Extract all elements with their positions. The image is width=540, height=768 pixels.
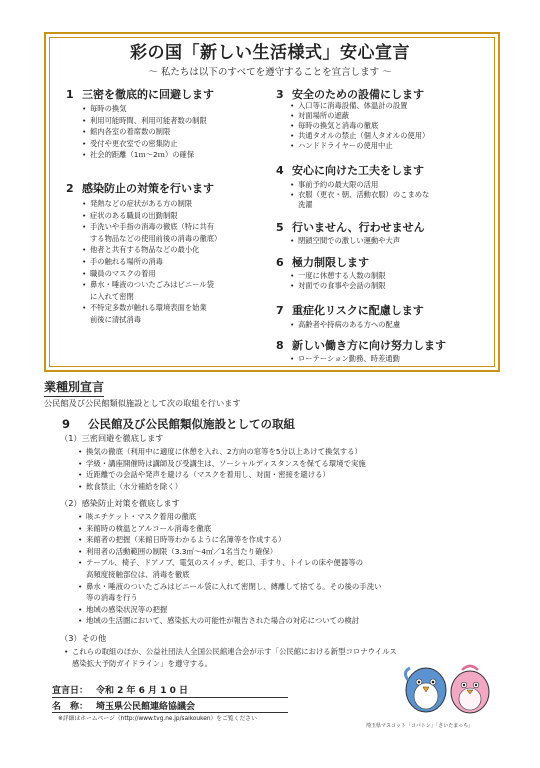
list-item: • 対面での食事や会話の制限: [290, 281, 386, 291]
list-item: • 地域の生活圏において、感染拡大の可能性が報告された場合の対応についての検討: [78, 615, 381, 627]
list-item: • ローテーション勤務、時差通勤: [290, 354, 400, 364]
list-item: • 職員のマスクの着用: [82, 268, 221, 280]
list-item: • 鼻水・唾液のついたごみはビニール袋に入れて密閉し、縛離して捨てる。その後の手洗い: [78, 581, 381, 593]
list-item: • 不特定多数が触れる環境表面を始業: [82, 302, 221, 314]
list-item: • 換気の徹底（利用中に適度に休憩を入れ、2方向の窓等を5分以上あけて換気する）: [78, 446, 366, 458]
section-7-title: 7 重症化リスクに配慮します: [276, 304, 424, 317]
list-item: • 他者と共有する物品などの最小化: [82, 244, 221, 256]
section-5-title: 5 行いません、行わせません: [276, 221, 425, 234]
list-item: • 受付や更衣室での密集防止: [82, 138, 207, 150]
section-4-title: 4 安心に向けた工夫をします: [276, 164, 424, 177]
list-item: • ハンドドライヤーの使用中止: [290, 141, 429, 151]
section-2-list: [82, 198, 221, 326]
section-3-list: [290, 101, 429, 151]
list-item: • 利用可能時間、利用可能者数の制限: [82, 115, 207, 127]
page-subtitle: ～ 私たちは以下のすべてを遵守することを宣言します ～: [148, 67, 392, 78]
list-item: 前後に清拭消毒: [90, 314, 142, 324]
list-item: • テーブル、椅子、ドアノブ、電気のスイッチ、蛇口、手すり、トイレの床や便器等の: [78, 557, 381, 569]
list-item: • 一度に休憩する人数の制限: [290, 271, 386, 281]
section-2-title: 2 感染防止の対策を行います: [66, 182, 214, 195]
list-item: • 学級・講座開催時は講師及び受講生は、ソーシャルディスタンスを保てる環境で実施: [78, 458, 366, 470]
mascot-caption: 埼玉県マスコット「コバトン」「さいたまっち」: [366, 723, 474, 729]
subsection-1-list: [78, 446, 366, 492]
list-item: • 来館時の検温とアルコール消毒を徹底: [78, 523, 381, 535]
subsection-3-list: [64, 646, 397, 669]
list-item: • 毎時の換気と消毒の徹底: [290, 121, 429, 131]
kobaton-mascot-icon: [405, 668, 446, 712]
section-5-list: [290, 236, 400, 246]
list-item: • 近距離での会話や発声を避ける（マスクを着用し、対面・密接を避ける）: [78, 469, 366, 481]
list-item: 洗濯: [298, 200, 313, 209]
declaration-date: 宣言日： 令和 2 年 6 月 1 0 日: [52, 686, 188, 696]
subsection-1-heading: （1）三密回避を徹底します: [60, 433, 164, 443]
page-title: 彩の国「新しい生活様式」安心宣言: [130, 43, 410, 63]
list-item: 等の消毒を行う: [86, 593, 138, 603]
subsection-3-heading: （3）その他: [60, 633, 107, 643]
section-1-title: 1 三密を徹底的に回避します: [66, 88, 214, 101]
list-item: • 閉鎖空間での激しい運動や大声: [290, 236, 400, 246]
list-item: • 事前予約の最大限の活用: [290, 180, 429, 190]
list-item: • 利用者の活動範囲の制限（3.3㎡～4㎡／1名当たり確保）: [78, 546, 381, 558]
category-heading: 業種別宣言: [44, 378, 104, 397]
list-item: • 対面場所の遮蔽: [290, 111, 429, 121]
list-item: • 来館者の把握（来館日時等わかるように名簿等を作成する）: [78, 534, 381, 546]
list-item: 高頻度接触部位は、消毒を徹底: [86, 569, 190, 579]
homepage-note: ※詳細はホームページ（http://www.tvg.ne.jp/saikouken）をご覧ください: [58, 716, 257, 722]
section-8-list: [290, 354, 400, 364]
list-item: • 社会的距離（1ｍ～2ｍ）の確保: [82, 149, 207, 161]
list-item: • 飲食禁止（水分補給を除く）: [78, 481, 366, 493]
list-item: • 衣服（更衣・朝、活動衣服）のこまめな: [290, 190, 429, 200]
list-item: 感染拡大予防ガイドライン」を遵守する。: [72, 658, 212, 668]
subsection-2-heading: （2）感染防止対策を徹底します: [60, 498, 180, 508]
section-7-list: [290, 320, 400, 330]
list-item: • 地域の感染状況等の把握: [78, 604, 381, 616]
list-item: • 館内各室の着席数の制限: [82, 126, 207, 138]
list-item: • 手の触れる場所の消毒: [82, 256, 221, 268]
section-8-title: 8 新しい働き方に向け努力します: [276, 339, 446, 352]
list-item: • 咳エチケット・マスク着用の徹底: [78, 511, 381, 523]
saitamacchi-mascot-icon: [451, 666, 489, 713]
organization-name: 名 称： 埼玉県公民館連絡協議会: [52, 702, 196, 712]
list-item: する物品などの使用前後の消毒の徹底）: [90, 233, 222, 243]
list-item: • 鼻水・唾液のついたごみはビニール袋: [82, 279, 221, 291]
list-item: • 共通タオルの禁止（個人タオルの使用）: [290, 131, 429, 141]
list-item: • 症状のある職員の出勤制限: [82, 210, 221, 222]
section-1-list: [82, 103, 207, 161]
section-6-list: [290, 271, 386, 291]
section-4-list: [290, 180, 429, 210]
list-item: • 発熱などの症状がある方の制限: [82, 198, 221, 210]
list-item: • 手洗いや手指の消毒の徹底（特に共有: [82, 221, 221, 233]
date-underline: [52, 697, 288, 698]
list-item: • 高齢者や持病のある方への配慮: [290, 320, 400, 330]
mascot-illustration: [398, 652, 498, 716]
subsection-2-list: [78, 511, 381, 627]
list-item: • 毎時の換気: [82, 103, 207, 115]
section-6-title: 6 極力制限します: [276, 256, 369, 269]
list-item: • 入口等に消毒設備、体温計の設置: [290, 101, 429, 111]
facility-title: 9 公民館及び公民館類似施設としての取組: [62, 417, 295, 431]
list-item: に入れて密閉: [90, 291, 134, 301]
category-intro: 公民館及び公民館類似施設として次の取組を行います: [44, 398, 241, 408]
section-3-title: 3 安全のための設備にします: [276, 88, 424, 101]
list-item: • これらの取組のほか、公益社団法人全国公民館連合会が示す「公民館における新型コロナウイルス: [64, 646, 397, 658]
